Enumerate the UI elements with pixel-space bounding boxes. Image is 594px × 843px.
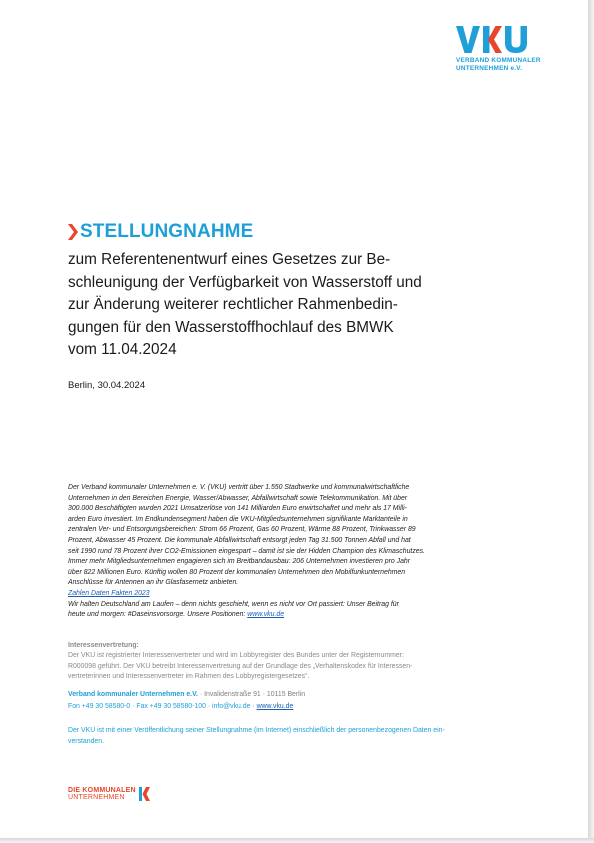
vku-logo-mark (456, 26, 566, 54)
about-line: zentralen Ver- und Entsorgungsbereichen: Strom 66 Prozent, Gas 60 Prozent, Wärme 88 Prozent, Trinkwasser 89 (68, 526, 416, 534)
address-block (68, 689, 488, 712)
publication-notice (68, 725, 498, 748)
document-subtitle (68, 249, 478, 362)
document-date: Berlin, 30.04.2024 (68, 380, 146, 391)
about-line: über 822 Millionen Euro. Künftig wollen 80 Prozent der kommunalen Unternehmen den Mobilfunkunternehmen (68, 568, 406, 576)
subtitle-line: vom 11.04.2024 (68, 341, 177, 358)
closing-line-prefix: heute und morgen: #Daseinsvorsorge. Unsere Positionen: (68, 611, 248, 619)
document-headline (68, 221, 253, 243)
about-line: Immer mehr Mitgliedsunternehmen engagieren sich im Breitbandausbau: 206 Unternehmen investieren pro Jahr (68, 558, 411, 566)
notice-line: verstanden. (68, 738, 105, 746)
about-line: arden Euro investiert. Im Endkundensegment haben die VKU-Mitgliedsunternehmen signifikante Marktanteile in (68, 515, 408, 523)
about-line: 300.000 Beschäftigten wurden 2021 Umsatzerlöse von 141 Milliarden Euro erwirtschaftet und mehr als 17 Milli- (68, 505, 407, 513)
vku-website-link[interactable]: www.vku.de (247, 611, 285, 619)
address-website-link[interactable]: www.vku.de (256, 702, 294, 710)
interest-representation-block (68, 641, 488, 683)
about-line: seit 1990 rund 78 Prozent ihrer CO2-Emissionen eingespart – damit ist sie der Hidden Champion des Klimaschutzes. (68, 547, 425, 555)
interest-line: Der VKU ist registrierter Interessenvertreter und wird im Lobbyregister des Bundes unter der Registernummer: (68, 652, 404, 660)
page-shadow-right (588, 0, 594, 843)
closing-line: Wir halten Deutschland am Laufen – denn nichts geschieht, wenn es nicht vor Ort passiert: Unser Beitrag für (68, 600, 399, 608)
vku-logo-letters (456, 26, 528, 54)
subtitle-line: zur Änderung weiterer rechtlicher Rahmenbedin- (68, 296, 398, 313)
page-shadow-bottom (0, 838, 594, 843)
subtitle-line: schleunigung der Verfügbarkeit von Wasserstoff und (68, 273, 422, 291)
interest-line: vertreterinnen und Interessenvertreter im Rahmen des Lobbyregistergesetzes“. (68, 673, 310, 681)
about-line: Prozent, Abwasser 45 Prozent. Die kommunale Abfallwirtschaft entsorgt jeden Tag 31.500 Tonnen Abfall und hat (68, 536, 411, 544)
footer-logo-text (68, 787, 136, 802)
footer-logo-line1: DIE KOMMUNALEN (68, 787, 136, 794)
about-line: Unternehmen in den Bereichen Energie, Wasser/Abwasser, Abfallwirtschaft sowie Telekommunikation. Mit über (68, 494, 408, 502)
logo-sub-line2: UNTERNEHMEN e.V. (456, 64, 523, 72)
interest-line: R000098 geführt. Der VKU betreibt Interessenvertretung auf der Grundlage des „Verhaltenskodex für Interessen- (68, 662, 413, 670)
contact-details: Fon +49 30 58580-0 · Fax +49 30 58580-100 · info@vku.de · (68, 702, 257, 710)
headline-text: STELLUNGNAHME (80, 221, 254, 242)
notice-line: Der VKU ist mit einer Veröffentlichung seiner Stellungnahme (im Internet) einschließlich der personenbezogenen Daten ein- (68, 727, 445, 734)
vku-logo (456, 26, 566, 72)
about-vku-block (68, 483, 488, 621)
subtitle-line: gungen für den Wasserstoffhochlauf des BMWK (68, 318, 394, 336)
interest-heading: Interessenvertretung: (68, 642, 139, 649)
vku-logo-subtitle (456, 57, 566, 72)
subtitle-line: zum Referentenentwurf eines Gesetzes zur Be- (68, 251, 391, 268)
die-kommunalen-unternehmen-logo (68, 787, 150, 802)
logo-sub-line1: VERBAND KOMMUNALER (456, 57, 541, 64)
red-chevron-icon (68, 224, 78, 240)
street-address: · Invalidenstraße 91 · 10115 Berlin (197, 691, 306, 698)
facts-link[interactable]: Zahlen Daten Fakten 2023 (68, 589, 150, 597)
footer-logo-line2: UNTERNEHMEN (68, 794, 125, 802)
organization-name: Verband kommunaler Unternehmen e.V. (68, 691, 198, 698)
about-line: Der Verband kommunaler Unternehmen e. V. (VKU) vertritt über 1.550 Stadtwerke und kommunalwirtschaftliche (68, 484, 410, 491)
about-line: Anschlüsse für Antennen an ihr Glasfasernetz anbieten. (68, 579, 239, 587)
k-mark-icon (139, 787, 150, 801)
